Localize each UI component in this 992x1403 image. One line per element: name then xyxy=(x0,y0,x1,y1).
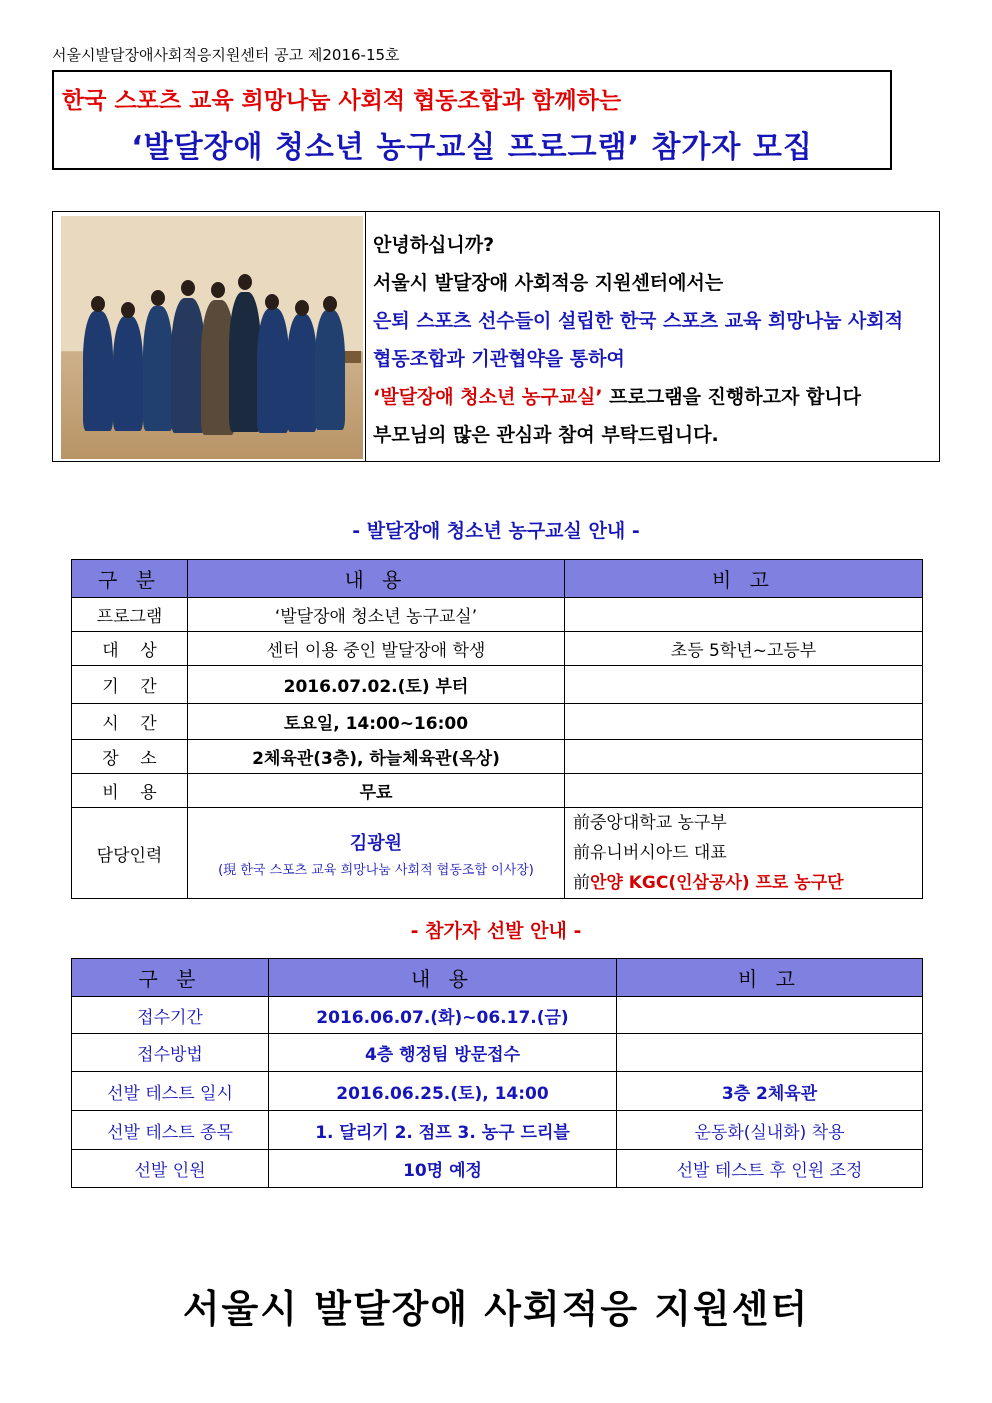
intro-line4: 협동조합과 기관협약을 통하여 xyxy=(373,348,625,370)
row-label: 선발 인원 xyxy=(72,1150,269,1188)
intro-line6: 부모님의 많은 관심과 참여 부탁드립니다. xyxy=(373,424,719,446)
title-box xyxy=(52,70,892,170)
row-content: 토요일, 14:00~16:00 xyxy=(188,704,565,740)
table-row xyxy=(72,1150,923,1188)
row-note xyxy=(617,997,923,1034)
intro-text xyxy=(373,226,935,454)
staff-content xyxy=(188,808,565,899)
intro-box xyxy=(52,211,940,462)
row-note xyxy=(565,774,923,808)
staff-career-3-prefix: 前 xyxy=(573,873,590,893)
row-note xyxy=(565,666,923,704)
row-content: 2체육관(3층), 하늘체육관(옥상) xyxy=(188,740,565,774)
row-label: 접수기간 xyxy=(72,997,269,1034)
table-row xyxy=(72,666,923,704)
row-content: 2016.06.07.(화)~06.17.(금) xyxy=(269,997,617,1034)
footer-organization: 서울시 발달장애 사회적응 지원센터 xyxy=(182,1287,810,1331)
staff-name: 김광원 xyxy=(349,832,403,854)
row-content: 2016.06.25.(토), 14:00 xyxy=(269,1072,617,1111)
row-content: 1. 달리기 2. 점프 3. 농구 드리블 xyxy=(269,1111,617,1150)
intro-greeting: 안녕하십니까? xyxy=(373,234,495,256)
staff-title: (現 한국 스포츠 교육 희망나눔 사회적 협동조합 이사장) xyxy=(218,862,534,878)
row-content: 무료 xyxy=(188,774,565,808)
selection-info-table xyxy=(71,958,923,1188)
staff-career-3-team: 안양 KGC(인삼공사) 프로 농구단 xyxy=(590,873,844,893)
table-row xyxy=(72,704,923,740)
row-note xyxy=(565,598,923,632)
intro-line5-rest: 프로그램을 진행하고자 합니다 xyxy=(602,386,862,408)
intro-line5 xyxy=(373,378,935,416)
section2-title: - 참가자 선발 안내 - xyxy=(410,920,582,942)
staff-label: 담당인력 xyxy=(72,808,188,899)
notice-number: 서울시발달장애사회적응지원센터 공고 제2016-15호 xyxy=(52,46,400,64)
intro-line3: 은퇴 스포츠 선수들이 설립한 한국 스포츠 교육 희망나눔 사회적 xyxy=(373,310,904,332)
row-note xyxy=(617,1034,923,1072)
table-row xyxy=(72,632,923,666)
table-header-row xyxy=(72,560,923,598)
title-line2: ‘발달장애 청소년 농구교실 프로그램’ 참가자 모집 xyxy=(131,130,813,165)
staff-row xyxy=(72,808,923,899)
row-note: 3층 2체육관 xyxy=(617,1072,923,1111)
staff-note xyxy=(565,808,923,899)
header-content: 내 용 xyxy=(269,959,617,997)
row-content: 4층 행정팀 방문접수 xyxy=(269,1034,617,1072)
title-line1: 한국 스포츠 교육 희망나눔 사회적 협동조합과 함께하는 xyxy=(62,88,622,114)
row-note: 초등 5학년~고등부 xyxy=(565,632,923,666)
row-content: 센터 이용 중인 발달장애 학생 xyxy=(188,632,565,666)
table-row xyxy=(72,997,923,1034)
table-row xyxy=(72,1072,923,1111)
row-label: 프로그램 xyxy=(72,598,188,632)
program-info-table xyxy=(71,559,923,899)
table-row xyxy=(72,598,923,632)
table-row xyxy=(72,774,923,808)
table-row xyxy=(72,1111,923,1150)
intro-divider xyxy=(365,212,366,461)
row-label: 선발 테스트 종목 xyxy=(72,1111,269,1150)
row-label: 장 소 xyxy=(72,740,188,774)
row-note: 선발 테스트 후 인원 조정 xyxy=(617,1150,923,1188)
row-content: 2016.07.02.(토) 부터 xyxy=(188,666,565,704)
intro-line2: 서울시 발달장애 사회적응 지원센터에서는 xyxy=(373,272,724,294)
row-label: 접수방법 xyxy=(72,1034,269,1072)
row-note xyxy=(565,740,923,774)
table-row xyxy=(72,1034,923,1072)
row-note xyxy=(565,704,923,740)
row-label: 대 상 xyxy=(72,632,188,666)
row-label: 시 간 xyxy=(72,704,188,740)
row-label: 비 용 xyxy=(72,774,188,808)
staff-career-1: 前중앙대학교 농구부 xyxy=(573,813,727,833)
row-content: 10명 예정 xyxy=(269,1150,617,1188)
table-header-row xyxy=(72,959,923,997)
header-note: 비 고 xyxy=(565,560,923,598)
staff-career-2: 前유니버시아드 대표 xyxy=(573,843,727,863)
row-note: 운동화(실내화) 착용 xyxy=(617,1111,923,1150)
header-category: 구 분 xyxy=(72,560,188,598)
program-name-highlight: ‘발달장애 청소년 농구교실’ xyxy=(373,386,603,408)
row-label: 기 간 xyxy=(72,666,188,704)
table-row xyxy=(72,740,923,774)
header-category: 구 분 xyxy=(72,959,269,997)
row-label: 선발 테스트 일시 xyxy=(72,1072,269,1111)
header-note: 비 고 xyxy=(617,959,923,997)
group-photo xyxy=(61,216,363,459)
section1-title: - 발달장애 청소년 농구교실 안내 - xyxy=(352,520,640,542)
header-content: 내 용 xyxy=(188,560,565,598)
staff-career-3 xyxy=(573,868,922,898)
row-content: ‘발달장애 청소년 농구교실’ xyxy=(188,598,565,632)
